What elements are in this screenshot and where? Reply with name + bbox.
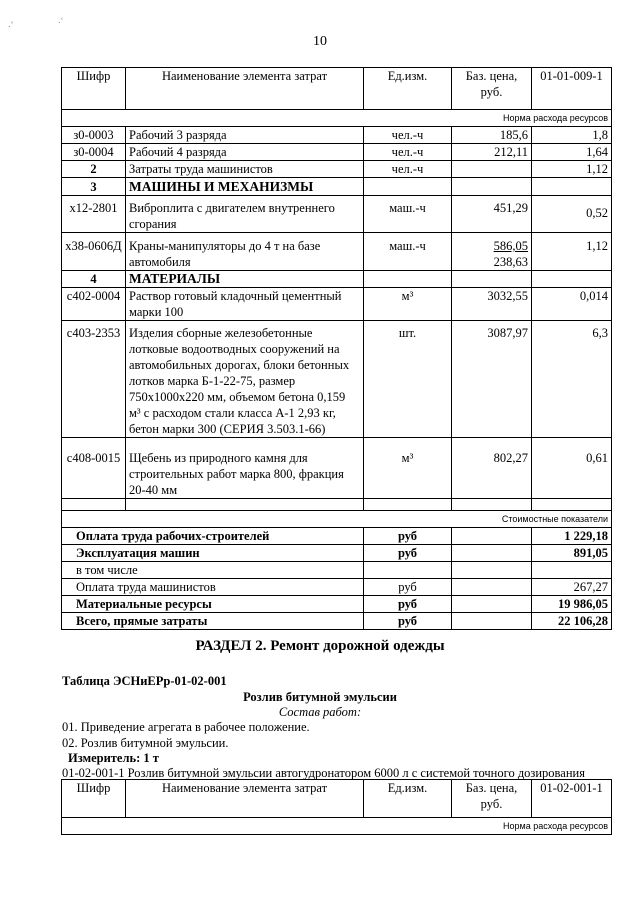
scan-mark-right: ․ʻ — [58, 16, 64, 25]
section-heading-row: 4 МАТЕРИАЛЫ — [62, 271, 612, 288]
table-name: Розлив битумной эмульсии — [243, 690, 397, 704]
norm-label-row — [62, 818, 612, 835]
header-price: Баз. цена, руб. — [452, 780, 532, 818]
norm-label: Норма расхода ресурсов — [62, 818, 612, 835]
header-price: Баз. цена, руб. — [452, 68, 532, 110]
item-description: 01-02-001-1 Розлив битумной эмульсии автогудронатором 6000 л с системой точного дозирования — [62, 766, 585, 780]
cost-row: в том числе — [62, 562, 612, 579]
header-code: Шифр — [62, 68, 126, 110]
work-step-1: 01. Приведение агрегата в рабочее положение. — [62, 720, 310, 734]
cost-label-row — [62, 511, 612, 528]
header-code: Шифр — [62, 780, 126, 818]
header-name: Наименование элемента затрат — [126, 780, 364, 818]
table-id: Таблица ЭСНиЕРр-01-02-001 — [62, 674, 227, 688]
page-number: 10 — [313, 34, 327, 49]
cost-row: Материальные ресурсы руб 19 986,05 — [62, 596, 612, 613]
cost-label: Стоимостные показатели — [62, 511, 612, 528]
cost-row: Эксплуатация машин руб 891,05 — [62, 545, 612, 562]
header-unit: Ед.изм. — [364, 780, 452, 818]
table-row: с403-2353 Изделия сборные железобетонные лотковые водоотводных сооружений на автомобильных дорогах, блоки бетонных лотков марка Б-1-22-75, размер 750х1000х220 мм, объемом бетона 0,159 м³ с расходом стали класса А-1 2,93 кг, бетон марки 300 (СЕРИЯ 3.503.1-66) шт. 3087,97 6,3 — [62, 321, 612, 438]
header-norm-code: 01-02-001-1 — [532, 780, 612, 818]
measure-unit: Измеритель: 1 т — [68, 751, 159, 765]
table1-header-row — [62, 68, 612, 110]
works-title: Состав работ: — [278, 705, 362, 719]
resource-table-1 — [61, 67, 612, 630]
header-norm-code: 01-01-009-1 — [532, 68, 612, 110]
table-row: с402-0004 Раствор готовый кладочный цементный марки 100 м³ 3032,55 0,014 — [62, 288, 612, 321]
header-unit: Ед.изм. — [364, 68, 452, 110]
cost-row: Оплата труда рабочих-строителей руб 1 229,18 — [62, 528, 612, 545]
table-row: х38-0606Д Краны-манипуляторы до 4 т на базе автомобиля маш.-ч 586,05 238,63 1,12 — [62, 233, 612, 271]
scan-mark-left: ․ʼ — [8, 20, 14, 29]
table-row: 2 Затраты труда машинистов чел.-ч 1,12 — [62, 161, 612, 178]
table-row: х12-2801 Виброплита с двигателем внутреннего сгорания маш.-ч 451,29 0,52 — [62, 196, 612, 233]
table2-header-row — [62, 780, 612, 818]
resource-table-2 — [61, 779, 612, 835]
table-row: з0-0004 Рабочий 4 разряда чел.-ч 212,11 1,64 — [62, 144, 612, 161]
norm-label-row — [62, 110, 612, 127]
cost-row: Оплата труда машинистов руб 267,27 — [62, 579, 612, 596]
section-heading-row: 3 МАШИНЫ И МЕХАНИЗМЫ — [62, 178, 612, 196]
table-row: с408-0015 Щебень из природного камня для строительных работ марка 800, фракция 20-40 мм м³ 802,27 0,61 — [62, 438, 612, 499]
norm-label: Норма расхода ресурсов — [62, 110, 612, 127]
cost-row: Всего, прямые затраты руб 22 106,28 — [62, 613, 612, 630]
work-step-2: 02. Розлив битумной эмульсии. — [62, 736, 229, 750]
header-name: Наименование элемента затрат — [126, 68, 364, 110]
table-row: з0-0003 Рабочий 3 разряда чел.-ч 185,6 1,8 — [62, 127, 612, 144]
section-title: РАЗДЕЛ 2. Ремонт дорожной одежды — [195, 638, 445, 654]
